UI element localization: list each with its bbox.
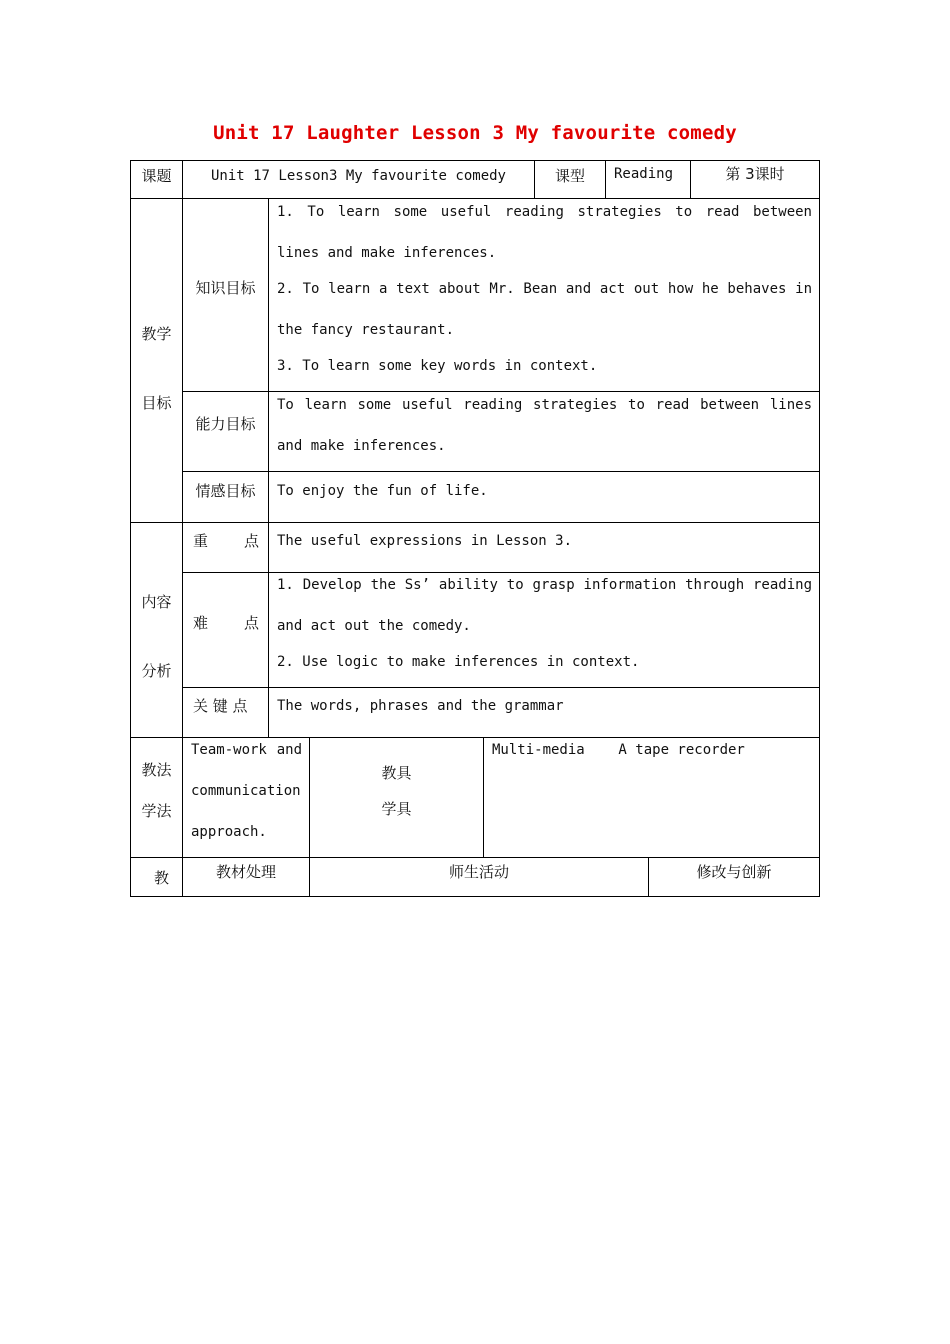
tools-label-1: 教具 xyxy=(381,764,412,782)
lesson-type-label: 课型 xyxy=(554,167,585,185)
objectives-group-label-2: 目标 xyxy=(141,394,172,412)
difficulty-label-b: 点 xyxy=(243,614,259,632)
content-group-label-1: 内容 xyxy=(141,593,172,611)
difficulty-list xyxy=(277,565,812,685)
methods-label-1: 教法 xyxy=(141,761,172,779)
footer-col-activity: 师生活动 xyxy=(448,863,509,881)
key-point-label-b: 点 xyxy=(243,532,259,550)
page-title: Unit 17 Laughter Lesson 3 My favourite comedy xyxy=(213,122,737,144)
key-point-text: The useful expressions in Lesson 3. xyxy=(277,533,573,549)
emotion-objective-text: To enjoy the fun of life. xyxy=(277,483,488,499)
footer-col-revision: 修改与创新 xyxy=(696,863,772,881)
content-group-label-2: 分析 xyxy=(141,662,172,680)
objectives-group-label-1: 教学 xyxy=(141,325,172,343)
lesson-type-value: Reading xyxy=(614,166,674,182)
ability-objective-label: 能力目标 xyxy=(195,415,256,433)
period-label: 第 3课时 xyxy=(725,165,785,183)
objectives-group-label xyxy=(131,300,182,410)
grid-line xyxy=(819,160,820,897)
topic-label: 课题 xyxy=(141,167,172,185)
knowledge-objective-list xyxy=(277,192,812,388)
methods-label-2: 学法 xyxy=(141,802,172,820)
key-point-label xyxy=(193,521,261,562)
grid-line xyxy=(268,198,269,738)
critical-point-text: The words, phrases and the grammar xyxy=(277,698,564,714)
grid-line xyxy=(130,896,820,897)
knowledge-objective-item-1: 1. To learn some useful reading strategies to read between lines and make inferences. xyxy=(277,204,812,261)
key-point-label-a: 重 xyxy=(193,532,209,550)
tools-label xyxy=(310,755,483,835)
topic-value: Unit 17 Lesson3 My favourite comedy xyxy=(210,168,506,184)
grid-line xyxy=(483,737,484,858)
difficulty-item-2: 2. Use logic to make inferences in context. xyxy=(277,654,640,670)
difficulty-item-1: 1. Develop the Ss’ ability to grasp information through reading and act out the comedy. xyxy=(277,577,812,634)
methods-text: Team-work and communication approach. xyxy=(191,742,302,840)
content-group-label xyxy=(131,568,182,678)
difficulty-label-a: 难 xyxy=(193,614,209,632)
knowledge-objective-item-2: 2. To learn a text about Mr. Bean and act out how he behaves in the fancy restaurant. xyxy=(277,281,812,338)
emotion-objective-label: 情感目标 xyxy=(195,482,256,500)
difficulty-label xyxy=(193,603,261,644)
critical-point-label: 关 键 点 xyxy=(193,697,248,715)
methods-label xyxy=(131,750,182,840)
knowledge-objective-label: 知识目标 xyxy=(195,279,256,297)
knowledge-objective-item-3: 3. To learn some key words in context. xyxy=(277,358,598,374)
footer-col-material: 教材处理 xyxy=(215,863,276,881)
tools-value: Multi-media A tape recorder xyxy=(492,742,745,758)
footer-col-teach: 教 xyxy=(153,869,169,887)
tools-label-2: 学具 xyxy=(381,800,412,818)
ability-objective-text: To learn some useful reading strategies to read between lines and make inferences. xyxy=(277,397,812,454)
